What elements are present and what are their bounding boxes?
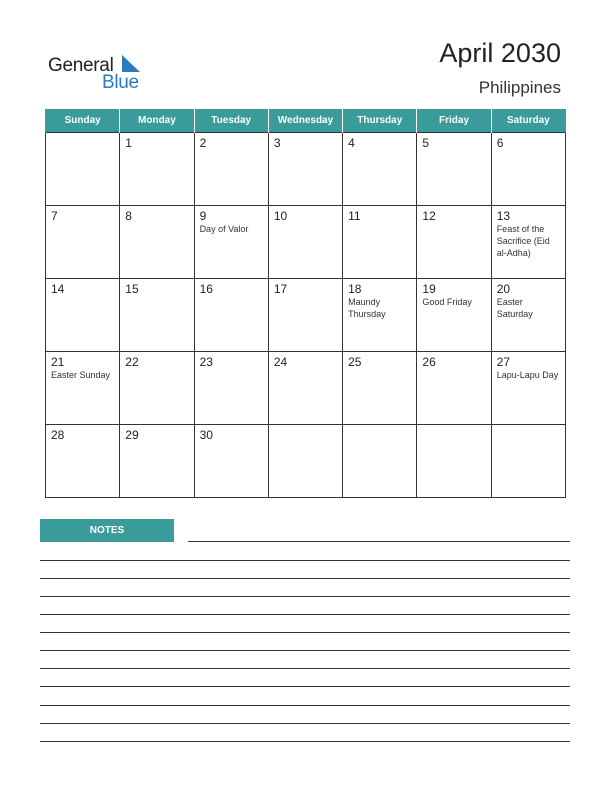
day-cell [343,278,417,351]
day-cell [46,132,120,205]
day-cell [120,278,194,351]
weekday-saturday: Saturday [491,109,565,132]
day-cell [417,351,491,424]
notes-rule-line [40,741,570,742]
holiday-label: Easter Sunday [51,369,111,380]
day-cell [46,278,120,351]
day-number: 5 [422,135,430,150]
day-cell [194,132,268,205]
week-row [46,205,566,278]
holiday-label: Maundy Thursday [348,296,386,319]
holiday-label: Good Friday [422,296,472,307]
day-number: 26 [422,354,436,369]
day-cell [46,351,120,424]
day-number: 27 [496,354,511,369]
day-number: 25 [348,354,362,369]
day-number: 22 [125,354,139,369]
weekday-friday: Friday [417,109,491,132]
day-number: 20 [496,281,511,296]
day-number: 29 [125,427,139,442]
day-cell [120,132,194,205]
notes-rule-line [40,668,570,669]
day-number: 14 [51,281,65,296]
day-number: 1 [125,135,132,150]
holiday-label: Easter Saturday [496,296,533,319]
month-grid [45,109,566,498]
notes-rule-line [40,632,570,633]
day-number: 19 [422,281,436,296]
notes-rule-line [40,705,570,706]
day-number: 18 [348,281,362,296]
day-cell [268,351,342,424]
weekday-thursday: Thursday [343,109,417,132]
notes-rule-line [40,578,570,579]
day-cell [268,424,342,497]
logo-word-blue: Blue [102,72,139,93]
weekday-wednesday: Wednesday [268,109,342,132]
country-subtitle: Philippines [478,78,561,97]
day-number: 4 [348,135,355,150]
weekday-header-row [46,109,566,132]
notes-header: NOTES [40,519,174,542]
holiday-label: Feast of the Sacrifice (Eid al-Adha) [496,223,550,258]
day-cell [194,424,268,497]
day-number: 9 [199,208,207,223]
day-number: 16 [199,281,213,296]
day-cell [417,132,491,205]
day-cell [491,351,565,424]
day-number: 17 [273,281,288,296]
day-cell [417,205,491,278]
day-cell [268,132,342,205]
day-number: 2 [199,135,207,150]
logo-word-general: General [48,55,114,76]
day-number: 23 [199,354,213,369]
day-number: 24 [273,354,288,369]
generalblue-logo [48,52,158,92]
week-row [46,132,566,205]
day-cell [417,424,491,497]
notes-rule-line [40,650,570,651]
week-row [46,351,566,424]
holiday-label: Day of Valor [199,223,249,234]
day-cell [491,278,565,351]
day-cell [194,205,268,278]
day-cell [343,351,417,424]
day-number: 7 [51,208,58,223]
day-cell [343,132,417,205]
day-cell [343,205,417,278]
page-title: April 2030 [439,38,561,68]
notes-rule-line [40,614,570,615]
day-cell [268,278,342,351]
day-number: 11 [348,208,361,223]
day-cell [194,351,268,424]
day-cell [46,424,120,497]
day-number: 15 [125,281,139,296]
day-number: 6 [496,135,504,150]
day-number: 10 [273,208,288,223]
day-number: 30 [199,427,213,442]
notes-rule-line [40,560,570,561]
day-cell [268,205,342,278]
day-number: 13 [496,208,511,223]
grid-body [46,132,566,497]
day-cell [194,278,268,351]
weekday-tuesday: Tuesday [194,109,268,132]
day-cell [343,424,417,497]
day-cell [120,205,194,278]
notes-rule-line [188,541,570,542]
weekday-sunday: Sunday [46,109,120,132]
day-number: 28 [51,427,65,442]
notes-rule-line [40,596,570,597]
notes-rule-line [40,686,570,687]
day-cell [46,205,120,278]
day-cell [491,424,565,497]
day-cell [120,424,194,497]
holiday-label: Lapu-Lapu Day [496,369,559,380]
day-cell [417,278,491,351]
notes-rule-line [40,723,570,724]
day-cell [491,132,565,205]
day-number: 12 [422,208,436,223]
week-row [46,278,566,351]
day-cell [120,351,194,424]
weekday-monday: Monday [120,109,194,132]
day-number: 21 [51,354,65,369]
logo-flag-icon [120,54,142,74]
day-number: 3 [273,135,281,150]
day-cell [491,205,565,278]
week-row [46,424,566,497]
day-number: 8 [125,208,132,223]
